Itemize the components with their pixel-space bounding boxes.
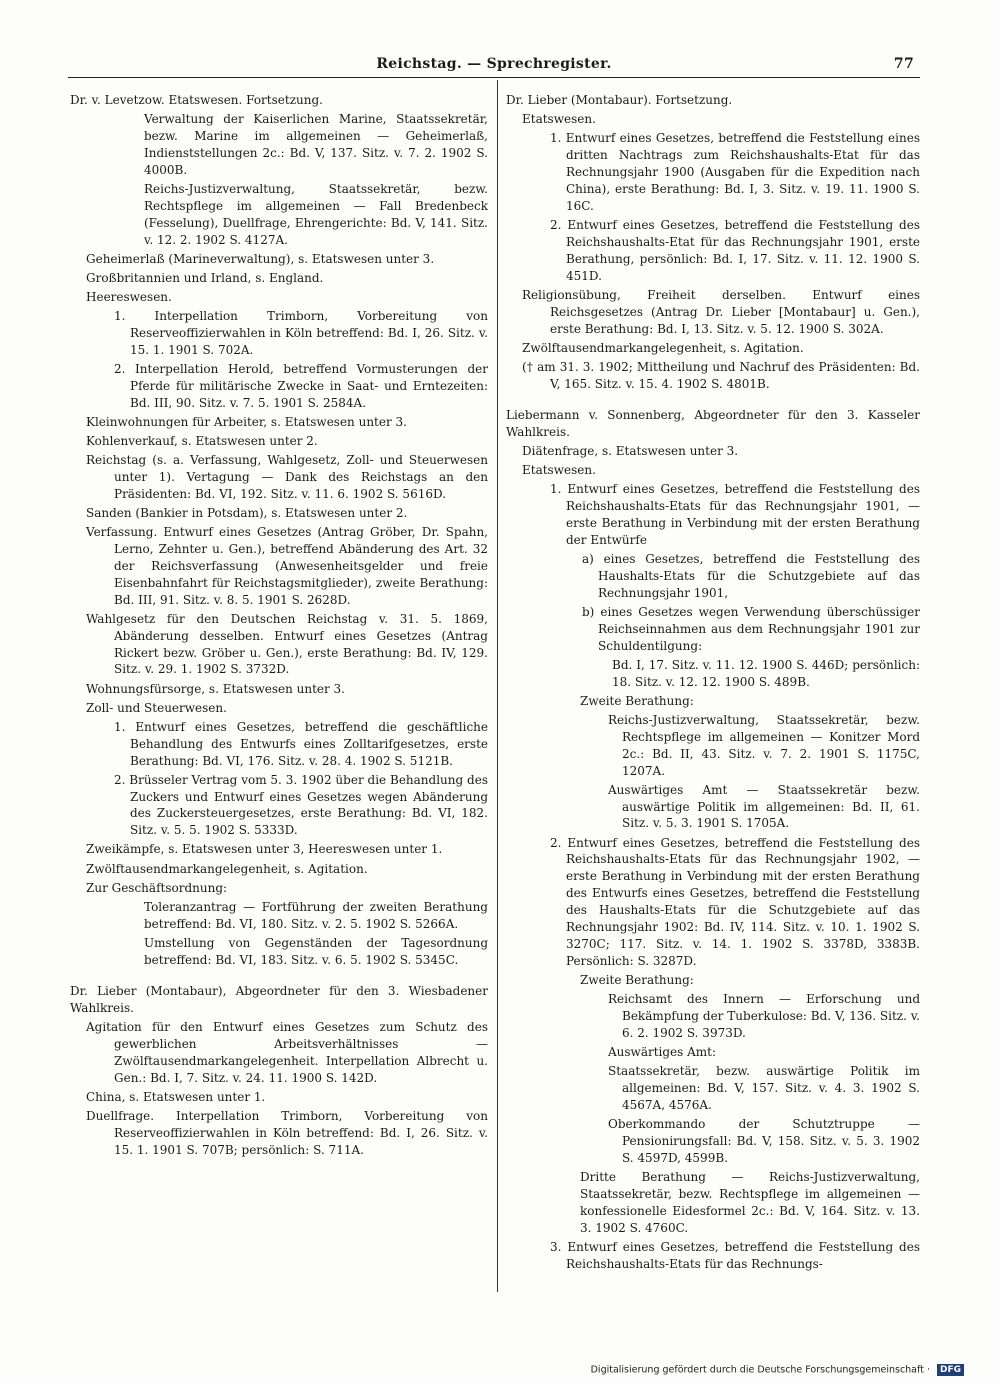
register-entry: 2. Brüsseler Vertrag vom 5. 3. 1902 über die Behandlung des Zuckers und Entwurf eines Gesetzes wegen Abänderung des Zuckersteuergesetzes, erste Berathung: Bd. VI, 182. Sitz. v. 5. 5. 1902 S. 5333D. [114,772,488,838]
register-entry: 3. Entwurf eines Gesetzes, betreffend die Feststellung des Reichshaushalts-Etats für das Rechnungs- [550,1239,920,1271]
running-head [68,56,920,76]
register-entry: († am 31. 3. 1902; Mittheilung und Nachruf des Präsidenten: Bd. V, 165. Sitz. v. 15. 4. 1902 S. 4801B. [522,359,920,391]
register-entry: Etatswesen. [522,112,596,127]
register-entry: Zwölftausendmarkangelegenheit, s. Agitation. [522,340,804,355]
register-entry: Sanden (Bankier in Potsdam), s. Etatswesen unter 2. [86,505,408,520]
register-entry: Großbritannien und Irland, s. England. [86,270,324,285]
register-entry: Zweite Berathung: [580,972,694,987]
register-entry: 1. Entwurf eines Gesetzes, betreffend die Feststellung des Reichshaushalts-Etats für das Rechnungsjahr 1901, — erste Berathung in Verbindung mit der ersten Berathung der Entwürfe [550,482,920,547]
register-entry: Zweite Berathung: [580,693,694,708]
register-entry: Geheimerlaß (Marineverwaltung), s. Etatswesen unter 3. [86,251,435,266]
footer-text: Digitalisierung gefördert durch die Deutsche Forschungsgemeinschaft [590,1364,924,1376]
register-entry: Reichs-Justizverwaltung, Staatssekretär, bezw. Rechtspflege im allgemeinen — Konitzer Mord 2c.: Bd. II, 43. Sitz. v. 7. 2. 1901 S. 1175C, 1207A. [608,712,920,778]
register-entry: Auswärtiges Amt: [608,1044,717,1059]
register-entry: Dritte Berathung — Reichs-Justizverwaltung, Staatssekretär, bezw. Rechtspflege im allgemeinen — konfessionelle Eidesformel 2c.: Bd. V, 164. Sitz. v. 13. 3. 1902 S. 4760C. [580,1169,920,1235]
header-rule [68,77,920,78]
register-entry: Wohnungsfürsorge, s. Etatswesen unter 3. [86,681,345,696]
right-column [506,92,920,1292]
register-entry: 1. Interpellation Trimborn, Vorbereitung von Reserveoffizierwahlen in Köln betreffend: Bd. I, 26. Sitz. v. 15. 1. 1901 S. 702A. [114,309,488,357]
register-entry: a) eines Gesetzes, betreffend die Feststellung des Haushalts-Etats für die Schutzgebiete auf das Rechnungsjahr 1901, [582,551,920,600]
column-divider [497,80,498,1292]
register-entry: Bd. I, 17. Sitz. v. 11. 12. 1900 S. 446D; persönlich: 18. Sitz. v. 12. 12. 1900 S. 489B. [612,657,920,689]
register-entry: 2. Entwurf eines Gesetzes, betreffend die Feststellung des Reichshaushalts-Etats für das Rechnungsjahr 1902, — erste Berathung in Verbindung mit der ersten Berathung des Entwurfs eines Gesetzes, betreffend die Feststellung des Haushalts-Etats für die Schutzgebiete auf das Rechnungsjahr 1902: Bd. IV, 114. Sitz. v. 10. 1. 1902 S. 3270C; 117. Sitz. v. 14. 1. 1902 S. 3378D, 3383B. Persönlich: S. 3287D. [550,835,920,968]
register-entry: b) eines Gesetzes wegen Verwendung überschüssiger Reichseinnahmen aus dem Rechnungsjahr 1901 zur Schuldentilgung: [582,604,920,653]
register-entry: Zur Geschäftsordnung: [86,880,228,895]
register-entry: Dr. Lieber (Montabaur). Fortsetzung. [506,93,733,107]
register-entry: Zoll- und Steuerwesen. [86,700,227,715]
register-entry: Wahlgesetz für den Deutschen Reichstag v. 31. 5. 1869, Abänderung desselben. Entwurf eines Gesetzes (Antrag Rickert bezw. Gröber u. Gen.), erste Berathung: Bd. IV, 129. Sitz. v. 29. 1. 1902 S. 3732D. [86,611,488,677]
register-entry: Umstellung von Gegenständen der Tagesordnung betreffend: Bd. VI, 183. Sitz. v. 6. 5. 1902 S. 5345C. [144,935,488,967]
dfg-logo: DFG [937,1364,964,1376]
entry-spacer [506,395,920,405]
register-entry: China, s. Etatswesen unter 1. [86,1089,266,1104]
page-number: 77 [893,56,914,72]
register-entry: Agitation für den Entwurf eines Gesetzes zum Schutz des gewerblichen Arbeitsverhältnisses — Zwölftausendmarkangelegenheit. Interpellation Albrecht u. Gen.: Bd. I, 7. Sitz. v. 24. 11. 1900 S. 142D. [86,1019,488,1085]
register-entry: Reichstag (s. a. Verfassung, Wahlgesetz, Zoll- und Steuerwesen unter 1). Vertagung — Dank des Reichstags an den Präsidenten: Bd. VI, 192. Sitz. v. 11. 6. 1902 S. 5616D. [86,453,488,501]
register-entry: Religionsübung, Freiheit derselben. Entwurf eines Reichsgesetzes (Antrag Dr. Lieber [Montabaur] u. Gen.), erste Berathung: Bd. I, 13. Sitz. v. 5. 12. 1900 S. 302A. [522,287,920,336]
register-entry: 1. Entwurf eines Gesetzes, betreffend die Feststellung eines dritten Nachtrags zum Reichshaushalts-Etat für das Rechnungsjahr 1900 (Ausgaben für die Expedition nach China), erste Berathung: Bd. I, 3. Sitz. v. 19. 11. 1900 S. 16C. [550,131,920,213]
register-entry: Kohlenverkauf, s. Etatswesen unter 2. [86,433,318,448]
register-entry: Etatswesen. [522,463,596,477]
register-entry: Heereswesen. [86,289,172,304]
register-entry: Verfassung. Entwurf eines Gesetzes (Antrag Gröber, Dr. Spahn, Lerno, Zehnter u. Gen.), betreffend Abänderung des Art. 32 der Reichsverfassung (Anwesenheitsgelder und freie Eisenbahnfahrt für Reichstagsmitglieder), zweite Berathung: Bd. III, 91. Sitz. v. 8. 5. 1901 S. 2628D. [86,525,488,607]
register-entry: Staatssekretär, bezw. auswärtige Politik im allgemeinen: Bd. V, 157. Sitz. v. 4. 3. 1902 S. 4567A, 4576A. [608,1064,920,1112]
register-entry: 2. Entwurf eines Gesetzes, betreffend die Feststellung des Reichshaushalts-Etat für das Rechnungsjahr 1901, erste Berathung, persönlich: Bd. I, 17. Sitz. v. 11. 12. 1900 S. 451D. [550,217,920,283]
register-entry: Duellfrage. Interpellation Trimborn, Vorbereitung von Reserveoffizierwahlen in Köln betreffend: Bd. I, 26. Sitz. v. 15. 1. 1901 S. 707B; persönlich: S. 711A. [86,1108,488,1157]
register-entry: 2. Interpellation Herold, betreffend Vormusterungen der Pferde für militärische Zwecke in Saat- und Erntezeiten: Bd. III, 90. Sitz. v. 7. 5. 1901 S. 2584A. [114,361,488,410]
register-entry: Toleranzantrag — Fortführung der zweiten Berathung betreffend: Bd. VI, 180. Sitz. v. 2. 5. 1902 S. 5266A. [144,899,488,931]
register-entry: Dr. v. Levetzow. Etatswesen. Fortsetzung. [70,93,323,107]
register-entry: Dr. Lieber (Montabaur), Abgeordneter für den 3. Wiesbadener Wahlkreis. [70,983,488,1015]
footer-credit: Digitalisierung gefördert durch die Deutsche Forschungsgemeinschaft · DFG [591,1364,964,1376]
register-entry: Diätenfrage, s. Etatswesen unter 3. [522,443,739,458]
register-entry: Kleinwohnungen für Arbeiter, s. Etatswesen unter 3. [86,414,407,429]
register-entry: Zweikämpfe, s. Etatswesen unter 3, Heereswesen unter 1. [86,842,443,857]
register-entry: Reichs-Justizverwaltung, Staatssekretär, bezw. Rechtspflege im allgemeinen — Fall Bredenbeck (Fesselung), Duellfrage, Ehrengerichte: Bd. V, 141. Sitz. v. 12. 2. 1902 S. 4127A. [144,181,488,247]
left-column [70,92,488,1292]
register-entry: 1. Entwurf eines Gesetzes, betreffend die geschäftliche Behandlung des Entwurfs eines Zolltarifgesetzes, erste Berathung: Bd. VI, 176. Sitz. v. 28. 4. 1902 S. 5121B. [114,719,488,768]
register-entry: Liebermann v. Sonnenberg, Abgeordneter für den 3. Kasseler Wahlkreis. [506,407,920,439]
register-entry: Auswärtiges Amt — Staatssekretär bezw. auswärtige Politik im allgemeinen: Bd. II, 61. Sitz. v. 5. 3. 1901 S. 1705A. [608,782,920,831]
register-entry: Reichsamt des Innern — Erforschung und Bekämpfung der Tuberkulose: Bd. V, 136. Sitz. v. 6. 2. 1902 S. 3973D. [608,992,920,1040]
page-title: Reichstag. — Sprechregister. [376,56,612,72]
register-entry: Verwaltung der Kaiserlichen Marine, Staatssekretär, bezw. Marine im allgemeinen — Geheimerlaß, Indienststellungen 2c.: Bd. V, 137. Sitz. v. 7. 2. 1902 S. 4000B. [144,112,488,177]
entry-spacer [70,971,488,981]
register-entry: Zwölftausendmarkangelegenheit, s. Agitation. [86,861,368,876]
register-entry: Oberkommando der Schutztruppe — Pensionirungsfall: Bd. V, 158. Sitz. v. 5. 3. 1902 S. 4597D, 4599B. [608,1116,920,1165]
